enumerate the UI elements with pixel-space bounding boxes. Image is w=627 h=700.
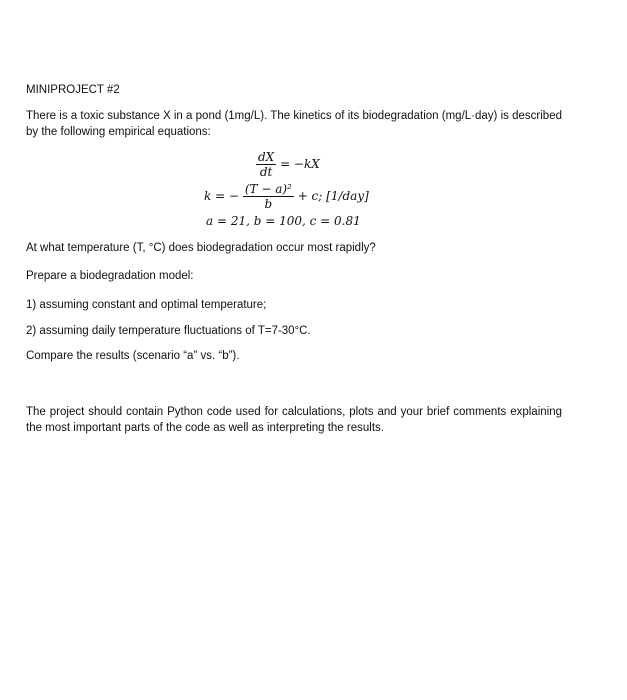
equation-rate-numerator: dX [258,150,275,164]
equation-rate-fraction [256,150,276,179]
list-item-2: 2) assuming daily temperature fluctuations of T=7-30°C. [26,325,311,337]
equation-k [204,182,369,211]
equation-rate [256,150,320,179]
equation-rate-denominator: dt [259,165,273,179]
equation-k-numerator: (T − a)² [244,182,292,196]
prepare-text: Prepare a biodegradation model: [26,270,194,282]
equation-rate-rhs: = −kX [280,157,320,171]
compare-text: Compare the results (scenario “a” vs. “b”). [26,350,240,362]
page-title: MINIPROJECT #2 [26,84,120,96]
equation-k-denominator: b [264,197,273,211]
project-note: The project should contain Python code used for calculations, plots and your brief comments explaining the most important parts of the code as well as interpreting the results. [26,406,562,434]
question-text: At what temperature (T, °C) does biodegradation occur most rapidly? [26,242,376,254]
intro-paragraph: There is a toxic substance X in a pond (1mg/L). The kinetics of its biodegradation (mg/L·day) is described by the following empirical equations: [26,110,562,138]
equation-k-fraction [243,182,294,211]
equation-constants: a = 21, b = 100, c = 0.81 [206,214,361,228]
list-item-1: 1) assuming constant and optimal temperature; [26,299,267,311]
equation-k-rhs: + c; [1/day] [297,189,369,203]
equation-k-lhs: k = − [204,189,240,203]
